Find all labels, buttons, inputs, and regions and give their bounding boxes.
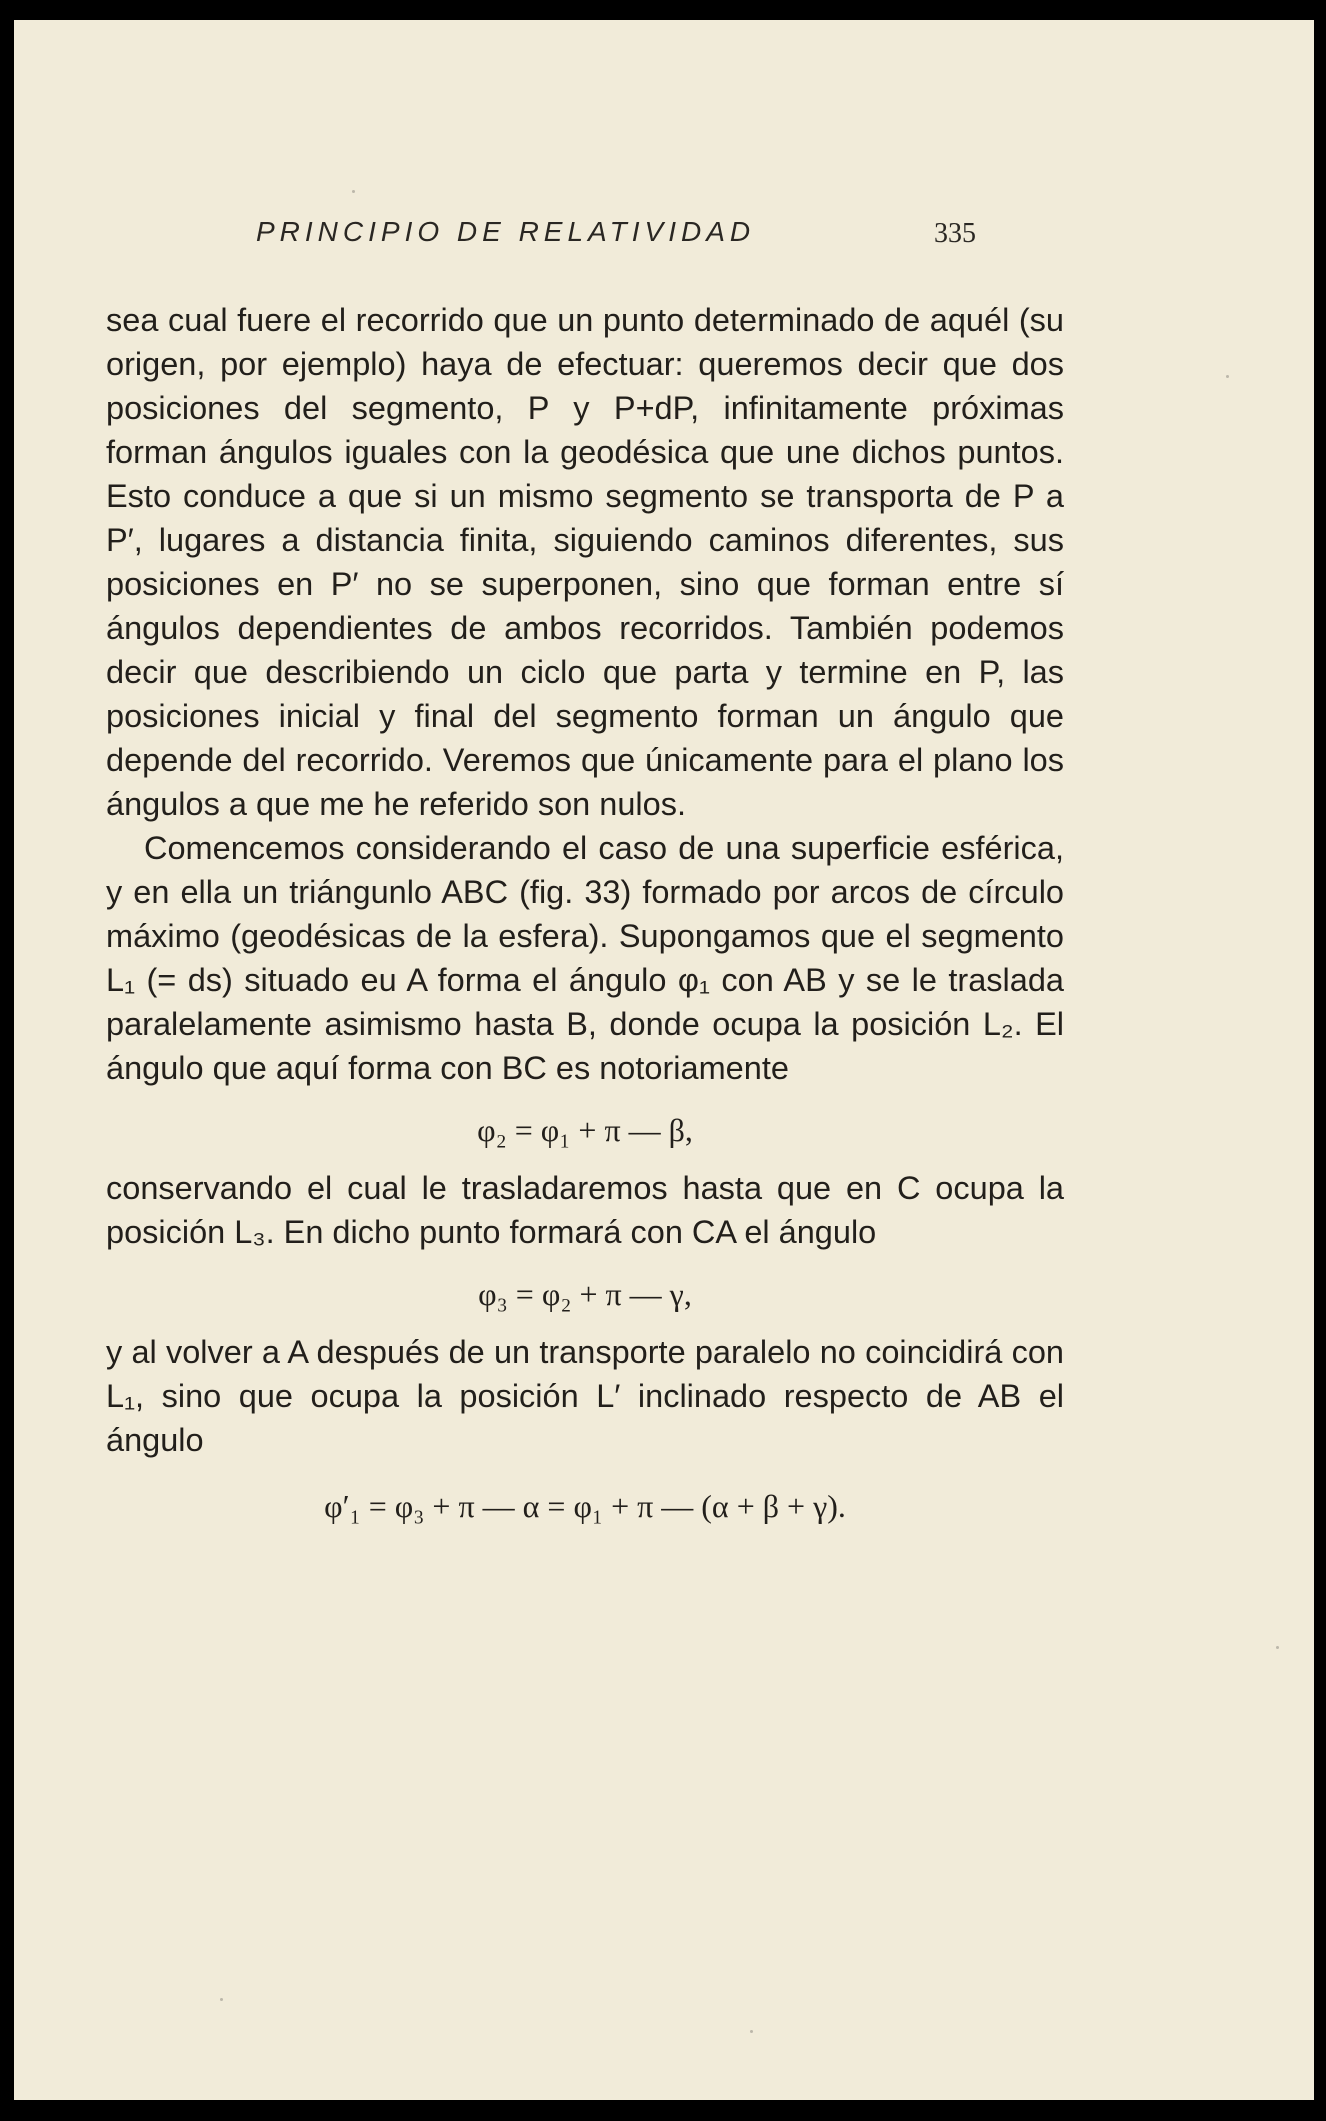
page-header: [256, 216, 976, 276]
formula-phi2: φ₂ = φ₁ + π — β,: [477, 1112, 693, 1148]
paragraph-3: conservando el cual le trasladaremos hasta que en C ocupa la posición L₃. En dicho punto formará con CA el ángulo: [106, 1170, 1064, 1250]
paragraph-2: Comencemos considerando el caso de una superficie esférica, y en ella un triángunlo ABC (fig. 33) formado por arcos de círculo máximo (geodésicas de la esfera). Supongamos que el segmento L₁ (= ds) situado eu A forma el ángulo φ₁ con AB y se le traslada paralelamente asimismo hasta B, donde ocupa la posición L₂. El ángulo que aquí forma con BC es notoriamente: [106, 830, 1064, 1086]
paper-speck: [1276, 1646, 1279, 1649]
paper-speck: [750, 2030, 753, 2033]
page-number: 335: [934, 218, 976, 249]
formula-phi1-prime: φ′₁ = φ₃ + π — α = φ₁ + π — (α + β + γ).: [324, 1488, 846, 1524]
book-page: [14, 20, 1314, 2100]
paper-speck: [1226, 375, 1229, 378]
running-title: PRINCIPIO DE RELATIVIDAD: [256, 216, 756, 247]
paragraph-1: sea cual fuere el recorrido que un punto determinado de aquél (su origen, por ejemplo) haya de efectuar: queremos decir que dos posiciones del segmento, P y P+dP, infinitamente próximas forman ángulos iguales con la geodésica que une dichos puntos. Esto conduce a que si un mismo segmento se transporta de P a P′, lugares a distancia finita, siguiendo caminos diferentes, sus posiciones en P′ no se superponen, sino que forman entre sí ángulos dependientes de ambos recorridos. También podemos decir que describiendo un ciclo que parta y termine en P, las posiciones inicial y final del segmento forman un ángulo que depende del recorrido. Veremos que únicamente para el plano los ángulos a que me he referido son nulos.: [106, 302, 1064, 822]
formula-phi3: φ₃ = φ₂ + π — γ,: [478, 1276, 692, 1312]
paragraph-4: y al volver a A después de un transporte paralelo no coincidirá con L₁, sino que ocupa la posición L′ inclinado respecto de AB el ángulo: [106, 1334, 1064, 1458]
body-text: [106, 298, 1064, 1542]
paper-speck: [220, 1998, 223, 2001]
paper-speck: [352, 190, 355, 193]
